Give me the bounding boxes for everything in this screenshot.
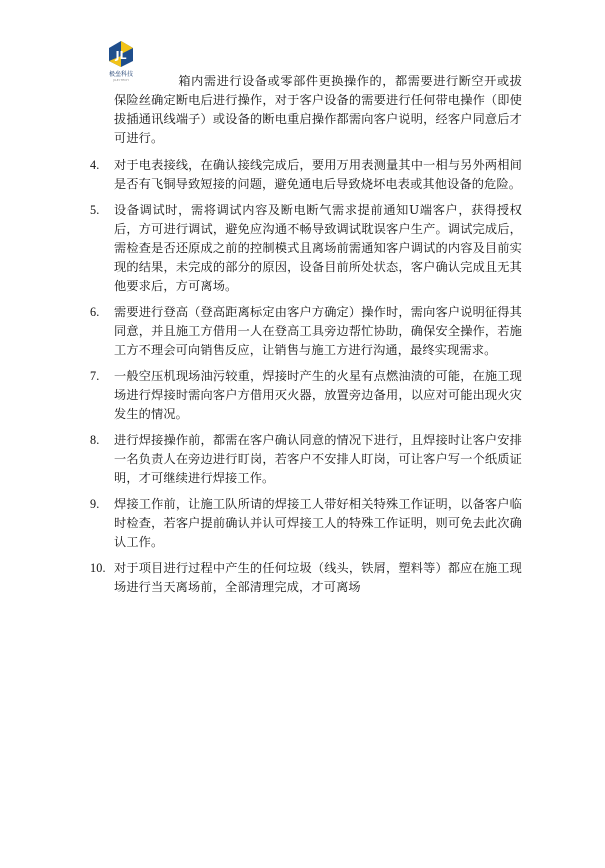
list-item [90,559,522,597]
instructions-list [90,72,522,604]
item-text: 对于电表接线，在确认接线完成后，要用万用表测量其中一相与另外两相间是否有飞铜导致短接的问题，避免通电后导致烧坏电表或其他设备的危险。 [114,158,522,191]
item-number: 5. [90,203,100,217]
item-text: 进行焊接操作前，都需在客户确认同意的情况下进行，且焊接时让客户安排一名负责人在旁边进行盯岗，若客户不安排人盯岗，可让客户写一个纸质证明，才可继续进行焊接工作。 [114,433,522,485]
item-number: 4. [90,158,100,172]
item-text: 对于项目进行过程中产生的任何垃圾（线头，铁屑，塑料等）都应在施工现场进行当天离场前，全部清理完成，才可离场 [114,561,522,594]
list-item [90,201,522,296]
company-logo-icon [107,40,135,68]
item-text: 设备调试时，需将调试内容及断电断气需求提前通知U端客户，获得授权后，方可进行调试，避免应沟通不畅导致调试耽误客户生产。调试完成后，需检查是否还原成之前的控制模式且离场前需通知客户调试的内容及目前实现的结果，未完成的部分的原因，设备目前所处状态，客户确认完成且无其他要求后，方可离场。 [114,203,522,293]
item-number: 9. [90,497,100,511]
intro-text: 箱内需进行设备或零部件更换操作的，都需要进行断空开或拔保险丝确定断电后进行操作，对于客户设备的需要进行任何带电操作（即使拔插通讯线端子）或设备的断电重启操作都需向客户说明，经客户同意后才可进行。 [114,74,522,145]
item-number: 10. [90,561,106,575]
list-item [90,431,522,488]
list-item [90,495,522,552]
logo-mark: JL [115,49,127,62]
company-name: 极垒科技 [108,71,133,78]
item-number: 7. [90,369,100,383]
item-number: 8. [90,433,100,447]
item-number: 6. [90,305,100,319]
item-text: 焊接工作前，让施工队所请的焊接工人带好相关特殊工作证明，以备客户临时检查，若客户提前确认并认可焊接工人的特殊工作证明，则可免去此次确认工作。 [114,497,522,549]
list-item [90,303,522,360]
company-subtitle: JILEI TECH [113,78,129,82]
list-item [90,367,522,424]
item-text: 一般空压机现场油污较重，焊接时产生的火星有点燃油渍的可能，在施工现场进行焊接时需向客户方借用灭火器，放置旁边备用，以应对可能出现火灾发生的情况。 [114,369,522,421]
intro-paragraph [90,72,522,148]
item-text: 需要进行登高（登高距离标定由客户方确定）操作时，需向客户说明征得其同意，并且施工方借用一人在登高工具旁边帮忙协助，确保安全操作，若施工方不理会可向销售反应，让销售与施工方进行沟通，最终实现需求。 [114,305,522,357]
list-item [90,156,522,194]
